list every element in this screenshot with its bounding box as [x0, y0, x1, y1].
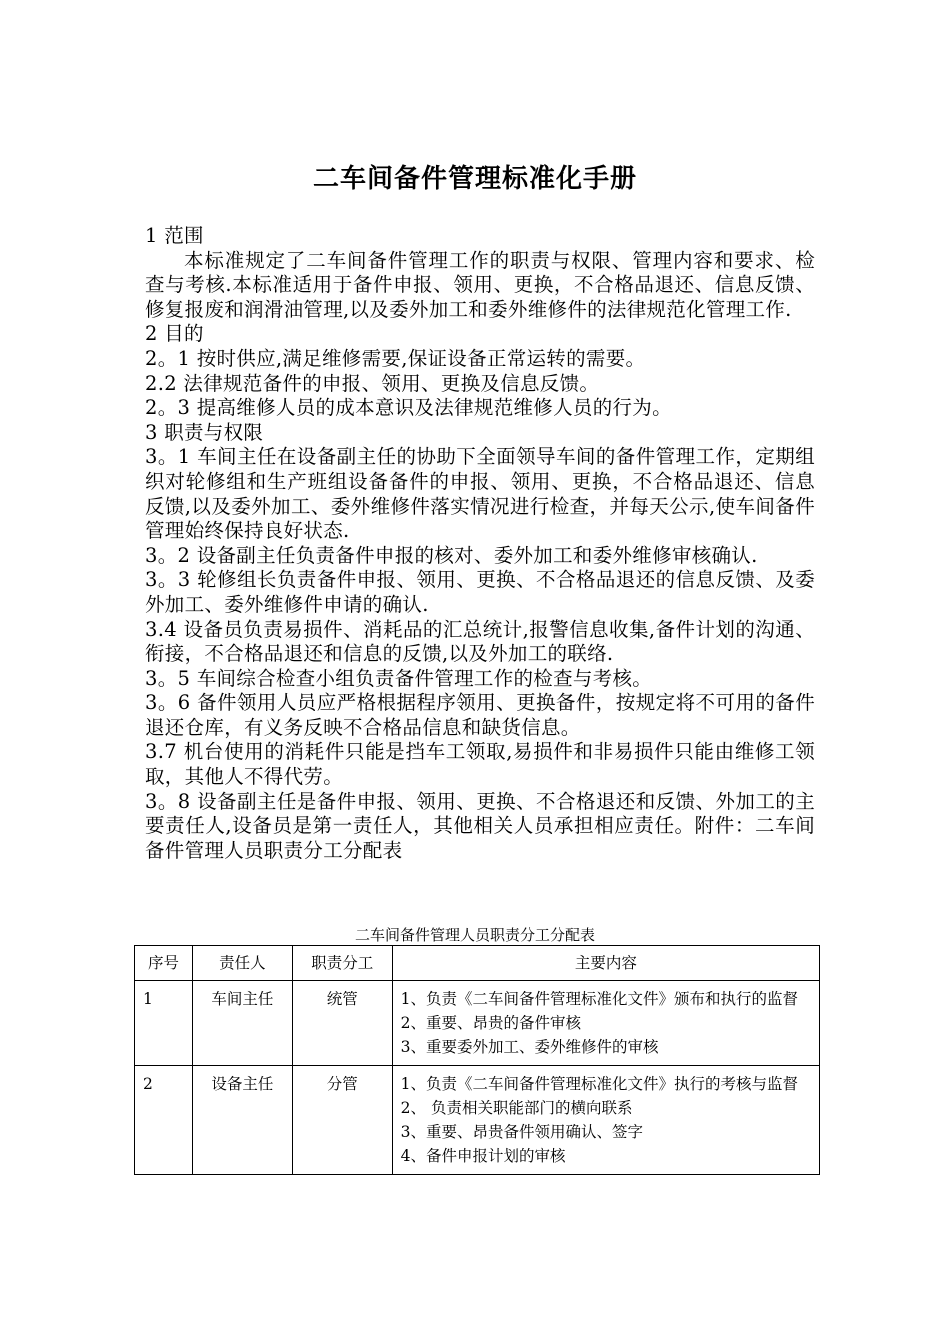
cell-content [392, 981, 819, 1066]
cell-no: 2 [135, 1066, 193, 1175]
clause: 2.2 法律规范备件的申报、领用、更换及信息反馈。 [145, 371, 600, 395]
clause: 2。1 按时供应,满足维修需要,保证设备正常运转的需要。 [145, 346, 646, 370]
clause: 2。3 提高维修人员的成本意识及法律规范维修人员的行为。 [145, 396, 672, 420]
table-caption: 二车间备件管理人员职责分工分配表 [354, 926, 595, 944]
cell-person: 车间主任 [192, 981, 292, 1066]
content-item: 2、 负责相关职能部门的横向联系 [400, 1099, 633, 1117]
column-header-no: 序号 [135, 946, 193, 981]
clause: 3。8 设备副主任是备件申报、领用、更换、不合格退还和反馈、外加工的主要责任人,设备员是第一责任人，其他相关人员承担相应责任。附件：二车间备件管理人员职责分工分配表 [145, 789, 815, 862]
clause: 3。3 轮修组长负责备件申报、领用、更换、不合格品退还的信息反馈、及委外加工、委外维修件申请的确认. [145, 568, 815, 616]
duty-table [134, 945, 820, 1175]
cell-no: 1 [135, 981, 193, 1066]
column-header-role: 职责分工 [292, 946, 392, 981]
clause: 3.4 设备员负责易损件、消耗品的汇总统计,报警信息收集,备件计划的沟通、衔接，不合格品退还和信息的反馈,以及外加工的联络. [145, 617, 815, 666]
table-header-row [135, 946, 820, 981]
table-row [135, 981, 820, 1066]
column-header-person: 责任人 [192, 946, 292, 981]
content-item: 3、重要委外加工、委外维修件的审核 [400, 1038, 659, 1056]
cell-role: 分管 [292, 1066, 392, 1175]
clause: 3.7 机台使用的消耗件只能是挡车工领取,易损件和非易损件只能由维修工领取，其他人不得代劳。 [145, 740, 815, 789]
document-title: 二车间备件管理标准化手册 [312, 164, 637, 194]
table-row [135, 1066, 820, 1175]
clause: 3。1 车间主任在设备副主任的协助下全面领导车间的备件管理工作，定期组织对轮修组和生产班组设备备件的申报、领用、更换，不合格品退还、信息反馈,以及委外加工、委外维修件落实情况进行检查，并每天公示,使车间备件管理始终保持良好状态. [145, 445, 815, 543]
clause: 3。5 车间综合检查小组负责备件管理工作的检查与考核。 [145, 666, 653, 690]
clause: 3。2 设备副主任负责备件申报的核对、委外加工和委外维修审核确认. [145, 543, 758, 567]
cell-content [392, 1066, 819, 1175]
content-item: 1、负责《二车间备件管理标准化文件》颁布和执行的监督 [400, 990, 799, 1008]
content-item: 4、备件申报计划的审核 [400, 1147, 566, 1165]
content-item: 1、负责《二车间备件管理标准化文件》执行的考核与监督 [400, 1075, 799, 1093]
cell-person: 设备主任 [192, 1066, 292, 1175]
section-heading: 3 职责与权限 [145, 420, 264, 444]
cell-role: 统管 [292, 981, 392, 1066]
paragraph: 本标准规定了二车间备件管理工作的职责与权限、管理内容和要求、检查与考核.本标准适用于备件申报、领用、更换，不合格品退还、信息反馈、修复报废和润滑油管理,以及委外加工和委外维修件的法律规范化管理工作. [145, 248, 815, 321]
content-item: 3、重要、昂贵备件领用确认、签字 [400, 1123, 644, 1141]
content-item: 2、重要、昂贵的备件审核 [400, 1014, 582, 1032]
clause: 3。6 备件领用人员应严格根据程序领用、更换备件，按规定将不可用的备件退还仓库，有义务反映不合格品信息和缺货信息。 [145, 691, 815, 739]
section-heading: 2 目的 [145, 322, 204, 346]
document-body [145, 224, 815, 863]
section-heading: 1 范围 [145, 224, 204, 247]
column-header-content: 主要内容 [392, 946, 819, 981]
